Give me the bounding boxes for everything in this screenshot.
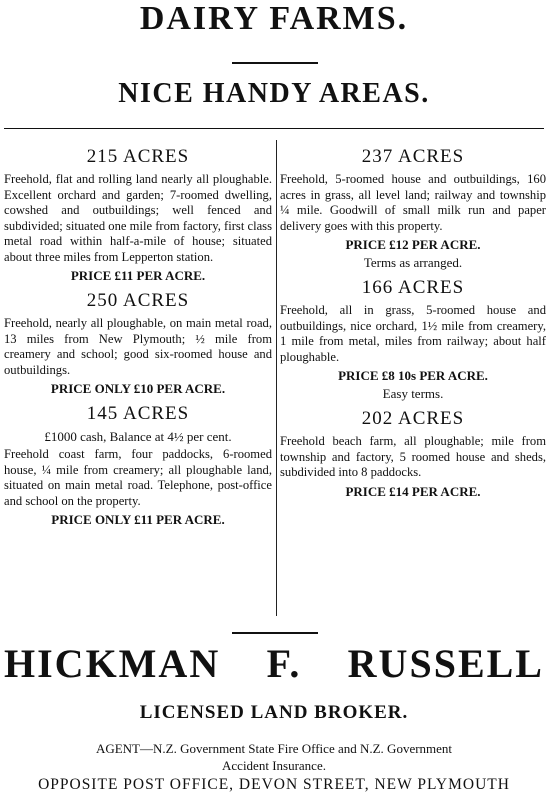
listing-description: Freehold beach farm, all ploughable; mile from township and factory, 5 roomed house and sheds, subdivided into 8 paddocks. [280,434,546,479]
listing-heading: 145 ACRES [86,403,190,424]
listing-heading: 215 ACRES [86,146,190,167]
agent-line: Accident Insurance. [222,758,326,773]
broker-initial: F. [266,641,302,686]
listing-heading: 250 ACRES [86,290,190,311]
listing-237-acres [280,146,546,271]
agent-line: AGENT—N.Z. Government State Fire Office and N.Z. Government [95,741,453,756]
left-column [4,140,272,530]
listing-description: Freehold, flat and rolling land nearly all ploughable. Excellent orchard and garden; 7-roomed dwelling, cowshed and outbuildings; well fenced and subdivided; situated one mile from factory, first class metal road within half-a-mile of house; situated about three miles from Lepperton station. [4,172,272,264]
broker-licence: LICENSED LAND BROKER. [139,702,409,723]
agent-info [0,740,548,774]
listing-166-acres [280,277,546,402]
broker-name [4,640,544,687]
listing-price: PRICE £12 PER ACRE. [345,237,481,252]
broker-address: OPPOSITE POST OFFICE, DEVON STREET, NEW PLYMOUTH [38,776,510,793]
divider [232,632,318,634]
listing-price: PRICE £11 PER ACRE. [70,268,206,283]
listing-terms: Terms as arranged. [363,255,463,270]
page-title: DAIRY FARMS. [139,0,409,37]
page-subtitle: NICE HANDY AREAS. [118,78,430,109]
column-divider [276,140,277,616]
listing-heading: 202 ACRES [361,408,465,429]
listing-price: PRICE ONLY £11 PER ACRE. [51,512,225,527]
listing-price: PRICE £14 PER ACRE. [345,483,481,499]
listing-terms: £1000 cash, Balance at 4½ per cent. [44,429,232,444]
divider [232,62,318,64]
listing-terms: Easy terms. [382,386,444,401]
listing-250-acres [4,290,272,397]
divider [4,128,544,129]
listing-description: Freehold coast farm, four paddocks, 6-roomed house, ¼ mile from creamery; all ploughable land, situated on main metal road. Telephone, post-office and school on the property. [4,447,272,508]
broker-first-name: HICKMAN [4,641,221,686]
listing-price: PRICE £8 10s PER ACRE. [338,368,488,383]
listing-202-acres [280,408,546,500]
broker-surname: RUSSELL [347,641,544,686]
listing-price: PRICE ONLY £10 PER ACRE. [50,381,226,396]
listing-145-acres [4,403,272,528]
right-column [280,140,546,502]
listing-description: Freehold, 5-roomed house and outbuildings, 160 acres in grass, all level land; railway and township ¼ mile. Goodwill of small milk run and paper delivery goes with this property. [280,172,546,233]
listing-description: Freehold, all in grass, 5-roomed house and outbuildings, nice orchard, 1½ mile from creamery, 1 mile from metal, miles from railway; about half ploughable. [280,303,546,364]
listing-heading: 166 ACRES [361,277,465,298]
listing-heading: 237 ACRES [361,146,465,167]
listing-215-acres [4,146,272,284]
listing-description: Freehold, nearly all ploughable, on main metal road, 13 miles from New Plymouth; ½ mile from creamery and school; good six-roomed house and outbuildings. [4,316,272,377]
